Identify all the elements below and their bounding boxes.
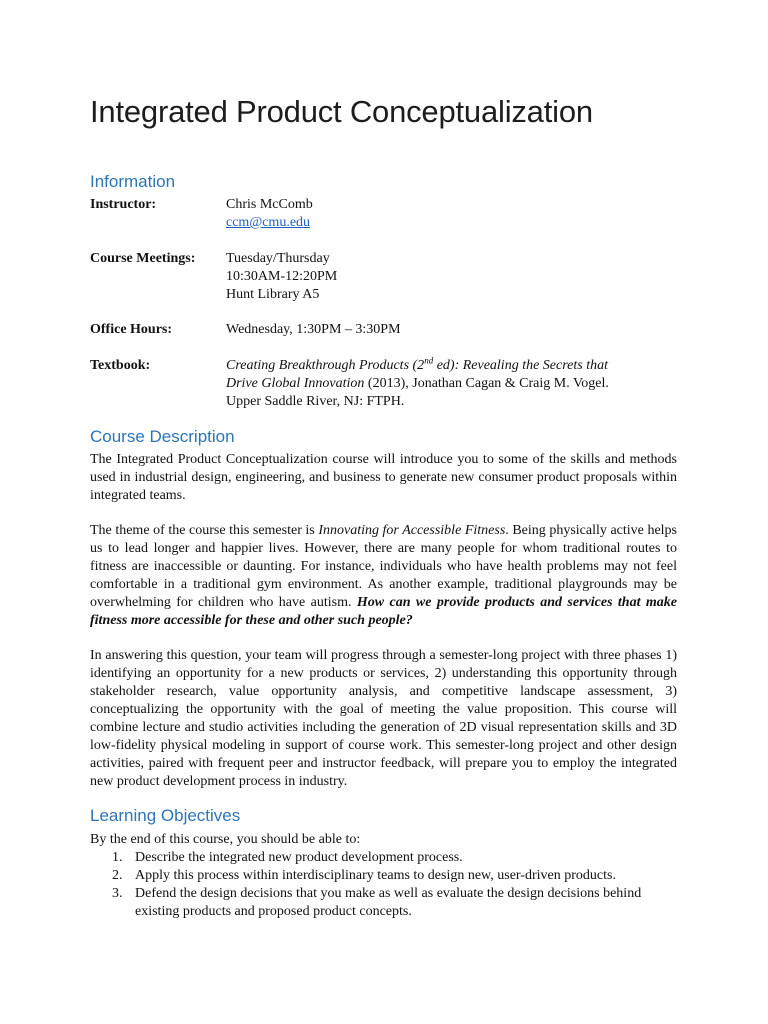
list-item-text: Apply this process within interdisciplinary teams to design new, user-driven products.	[135, 868, 616, 883]
theme-question: How can we provide products and services that make fitness more accessible for these and other such people?	[90, 595, 677, 628]
textbook-label: Textbook:	[90, 358, 151, 373]
list-item-text: Describe the integrated new product development process.	[135, 850, 463, 865]
meetings-label: Course Meetings:	[90, 251, 196, 266]
office-hours-label: Office Hours:	[90, 322, 173, 337]
theme-intro: The theme of the course this semester is	[90, 523, 319, 538]
theme-body: . Being physically active helps us to lead longer and happier lives. However, there are many people for whom traditional routes to fitness are inaccessible or daunting. For instance, individuals who have health problems may not feel comfortable in a traditional gym environment. As another example, traditional playgrounds may be overwhelming for children who have autism.	[90, 523, 677, 610]
textbook-title-cont: Drive Global Innovation	[226, 376, 365, 391]
description-paragraph-3: In answering this question, your team will progress through a semester-long project with three phases 1) identifying an opportunity for a new products or services, 2) understanding this opportunity through stakeholder research, value opportunity analysis, and competitive landscape assessment, 3) conceptualizing the opportunity with the goal of meeting the value proposition. This course will combine lecture and studio activities including the generation of 2D visual representation skills and 3D low-fidelity physical modeling in support of course work. This semester-long project and other design activities, paired with frequent peer and instructor feedback, will prepare you to employ the integrated new product development process in industry.	[90, 648, 677, 789]
list-item	[90, 885, 677, 921]
description-paragraph-1: The Integrated Product Conceptualization course will introduce you to some of the skills and methods used in industrial design, engineering, and business to generate new consumer product proposals within integrated teams.	[90, 452, 677, 503]
instructor-name: Chris McComb	[226, 197, 313, 212]
list-item-number: 3.	[112, 886, 123, 901]
list-item-number: 2.	[112, 868, 123, 883]
theme-title: Innovating for Accessible Fitness	[318, 523, 506, 538]
meetings-location: Hunt Library A5	[226, 287, 320, 302]
textbook-title-part2: ed): Revealing the Secrets that	[433, 358, 608, 373]
textbook-details: (2013), Jonathan Cagan & Craig M. Vogel.	[364, 376, 609, 391]
textbook-title-sup: nd	[424, 355, 434, 366]
meetings-time: 10:30AM-12:20PM	[226, 269, 338, 284]
textbook-publisher: Upper Saddle River, NJ: FTPH.	[226, 394, 405, 409]
list-item	[90, 849, 677, 867]
list-item-number: 1.	[112, 850, 123, 865]
office-hours-value: Wednesday, 1:30PM – 3:30PM	[226, 322, 401, 337]
objectives-list	[90, 849, 677, 921]
learning-objectives-heading: Learning Objectives	[90, 806, 241, 825]
textbook-title-part1: Creating Breakthrough Products (2	[226, 358, 425, 373]
meetings-days: Tuesday/Thursday	[226, 251, 330, 266]
instructor-email-link[interactable]: ccm@cmu.edu	[226, 215, 311, 230]
instructor-label: Instructor:	[90, 197, 157, 212]
page-title: Integrated Product Conceptualization	[90, 94, 593, 129]
information-heading: Information	[90, 172, 176, 191]
description-paragraph-2	[90, 522, 677, 630]
course-description-heading: Course Description	[90, 427, 235, 446]
objectives-intro: By the end of this course, you should be able to:	[90, 832, 361, 847]
textbook-title-line1	[226, 357, 608, 375]
list-item-text: Defend the design decisions that you make as well as evaluate the design decisions behind existing products and proposed product concepts.	[135, 886, 642, 919]
list-item	[90, 867, 677, 885]
textbook-title-line2	[226, 375, 609, 393]
